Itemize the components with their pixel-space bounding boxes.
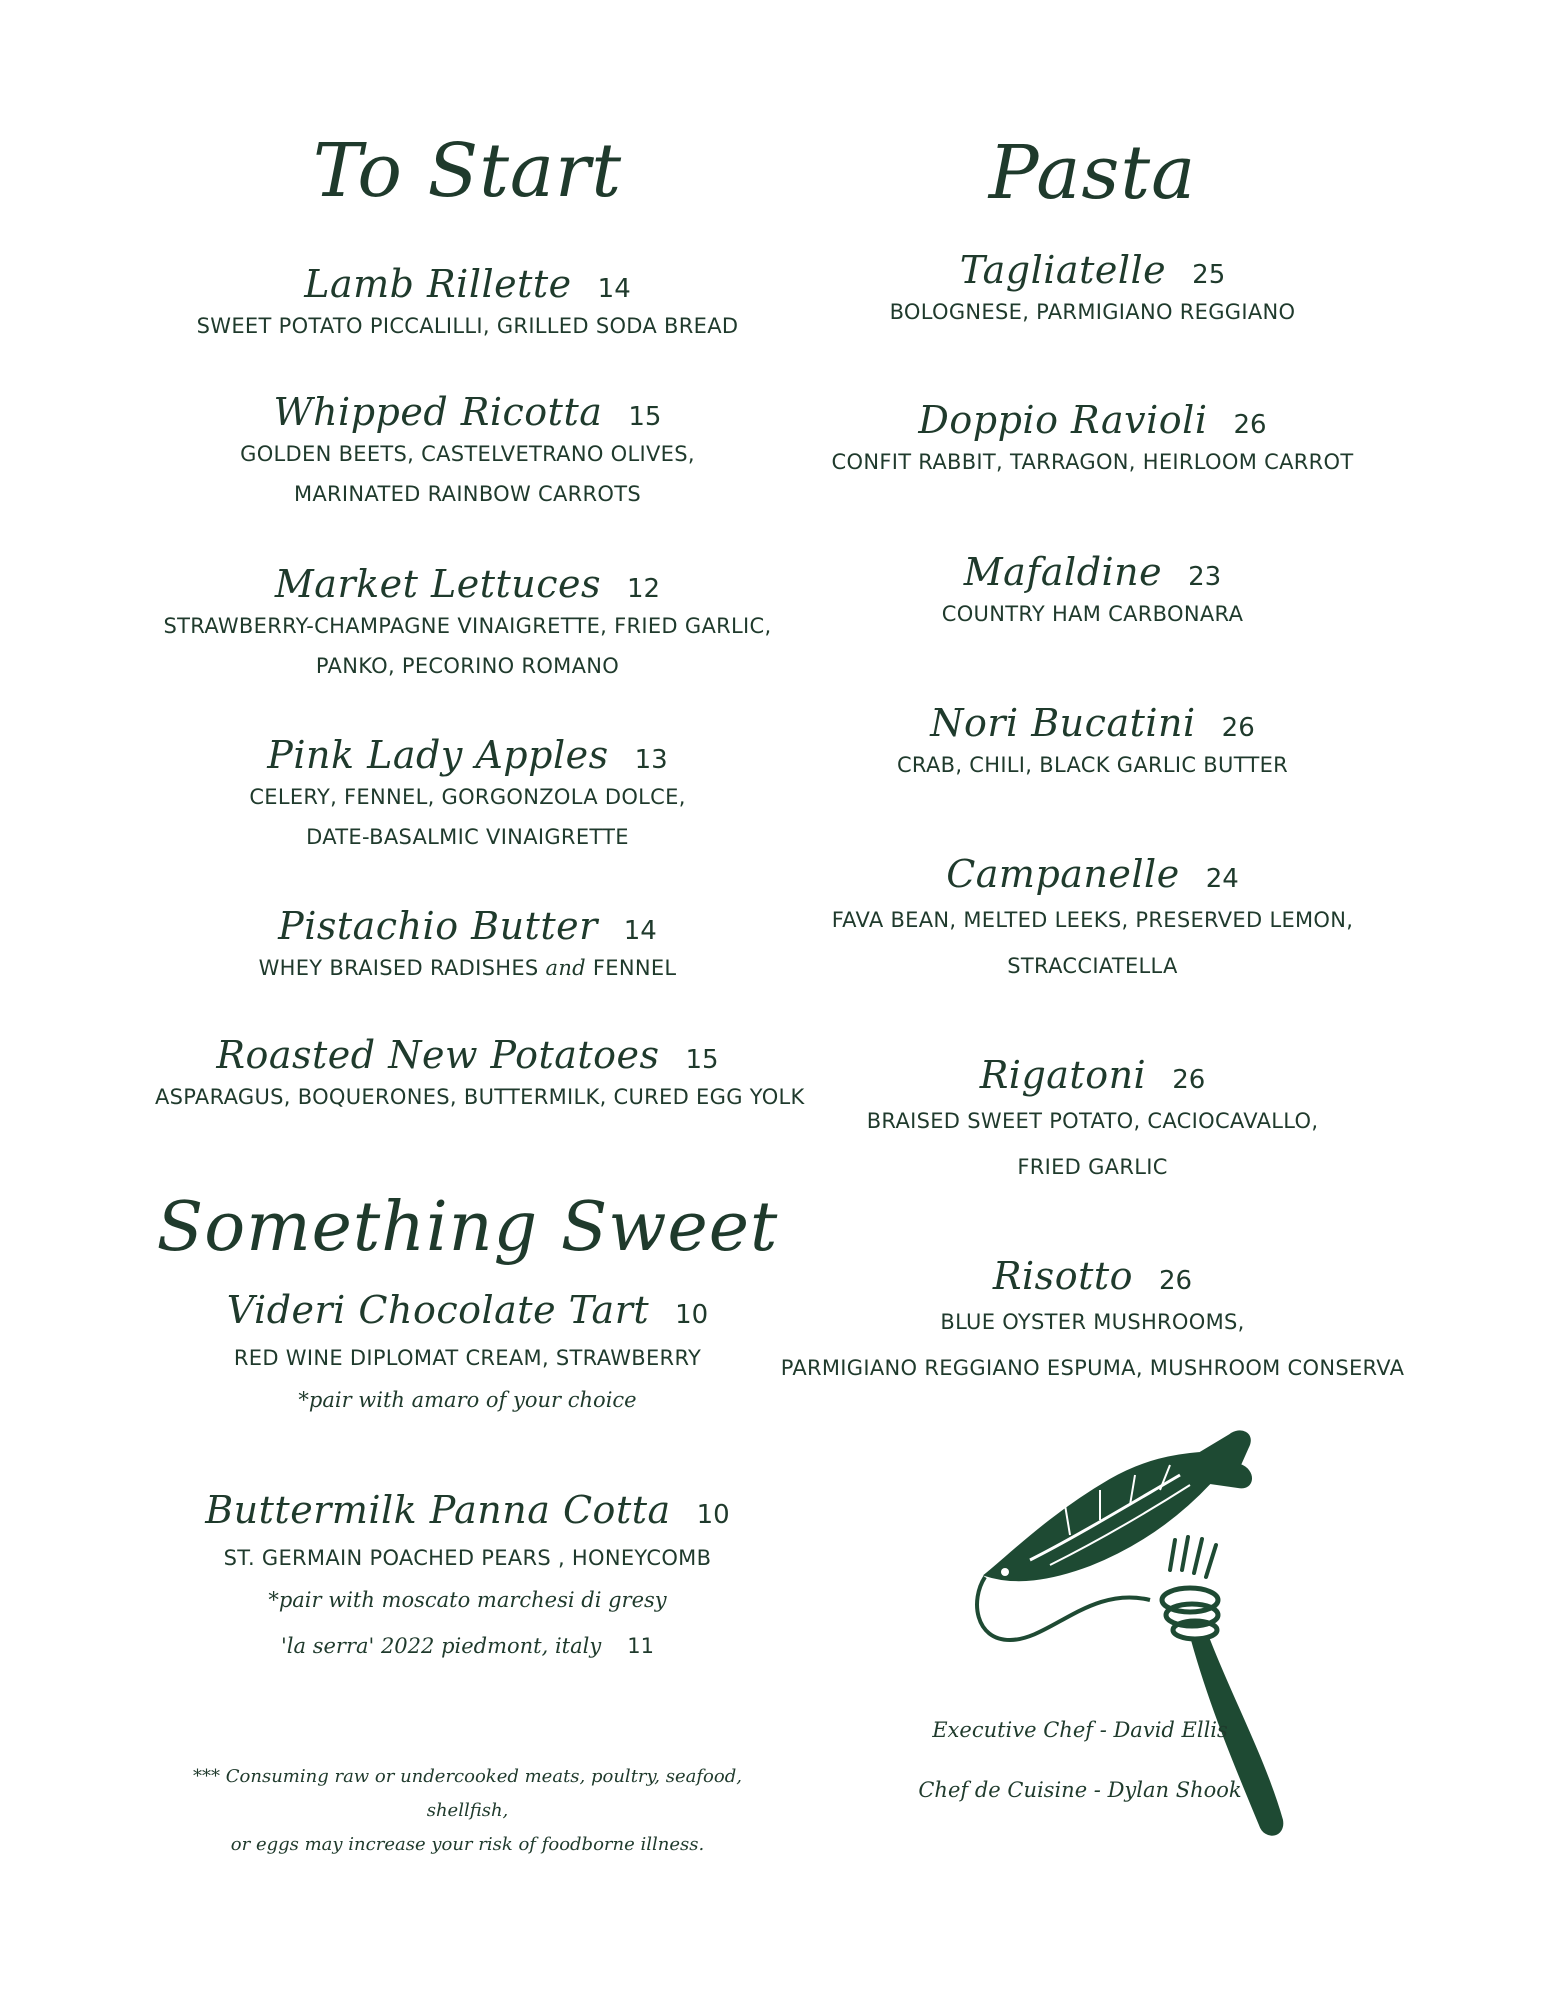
- item-price: 26: [1172, 1065, 1206, 1095]
- item-head: [780, 550, 1405, 594]
- executive-chef: Executive Chef - David Ellis: [932, 1718, 1228, 1742]
- item-price: 24: [1205, 864, 1239, 894]
- menu-item-rigatoni: [780, 1053, 1405, 1179]
- chef-de-cuisine: Chef de Cuisine - Dylan Shook: [918, 1778, 1242, 1802]
- item-head: [155, 904, 780, 948]
- item-description: RED WINE DIPLOMAT CREAM, STRAWBERRY: [233, 1346, 702, 1370]
- item-head: [155, 1033, 780, 1077]
- menu-item-whipped-ricotta: [155, 390, 780, 506]
- menu-item-videri-chocolate-tart: [155, 1288, 780, 1412]
- item-name: Pistachio Butter: [278, 904, 598, 948]
- item-head: [155, 562, 780, 606]
- item-name: Videri Chocolate Tart: [226, 1288, 650, 1332]
- item-description: STRAWBERRY-CHAMPAGNE VINAIGRETTE, FRIED GARLIC,: [163, 614, 772, 638]
- item-description: CELERY, FENNEL, GORGONZOLA DOLCE,: [249, 785, 686, 809]
- item-name: Lamb Rillette: [304, 262, 572, 306]
- item-price: 26: [1233, 410, 1267, 440]
- food-safety-disclaimer: [155, 1760, 780, 1862]
- item-head: [780, 1053, 1405, 1097]
- item-price: 10: [675, 1300, 709, 1330]
- section-title-pasta: Pasta: [988, 130, 1197, 216]
- item-description: BOLOGNESE, PARMIGIANO REGGIANO: [889, 300, 1296, 324]
- item-price: 25: [1192, 260, 1226, 290]
- item-head: [780, 1254, 1405, 1298]
- menu-item-risotto: [780, 1254, 1405, 1380]
- item-name: Doppio Ravioli: [918, 398, 1208, 442]
- item-description: MARINATED RAINBOW CARROTS: [293, 482, 642, 506]
- menu-item-mafaldine: [780, 550, 1405, 626]
- item-description: FRIED GARLIC: [1017, 1155, 1168, 1179]
- disclaimer-line: *** Consuming raw or undercooked meats, poultry, seafood, shellfish,: [193, 1766, 742, 1821]
- desc-part: WHEY BRAISED RADISHES: [258, 956, 539, 980]
- item-name: Mafaldine: [963, 550, 1163, 594]
- item-head: [780, 398, 1405, 442]
- item-price: 13: [634, 745, 668, 775]
- item-name: Rigatoni: [979, 1053, 1147, 1097]
- menu-item-doppio-ravioli: [780, 398, 1405, 474]
- item-description: GOLDEN BEETS, CASTELVETRANO OLIVES,: [240, 442, 695, 466]
- menu-item-tagliatelle: [780, 248, 1405, 324]
- item-name: Market Lettuces: [274, 562, 601, 606]
- item-head: [155, 1488, 780, 1532]
- item-description: CRAB, CHILI, BLACK GARLIC BUTTER: [896, 753, 1289, 777]
- desc-and: and: [545, 956, 586, 980]
- item-description: BRAISED SWEET POTATO, CACIOCAVALLO,: [866, 1109, 1319, 1133]
- section-title-to-start: To Start: [312, 128, 623, 214]
- item-description: DATE-BASALMIC VINAIGRETTE: [306, 825, 629, 849]
- item-name: Nori Bucatini: [930, 701, 1196, 745]
- menu-item-pink-lady-apples: [155, 733, 780, 849]
- item-price: 14: [623, 916, 657, 946]
- menu-item-market-lettuces: [155, 562, 780, 678]
- item-description: PARMIGIANO REGGIANO ESPUMA, MUSHROOM CONSERVA: [780, 1356, 1405, 1380]
- section-title-something-sweet: Something Sweet: [156, 1188, 779, 1267]
- item-name: Pink Lady Apples: [267, 733, 609, 777]
- item-description: CONFIT RABBIT, TARRAGON, HEIRLOOM CARROT: [831, 450, 1354, 474]
- wine-pairing: [155, 1634, 780, 1658]
- wine-pairing: *pair with amaro of your choice: [298, 1388, 637, 1412]
- item-price: 23: [1188, 562, 1222, 592]
- menu-item-roasted-new-potatoes: [155, 1033, 805, 1109]
- item-description: BLUE OYSTER MUSHROOMS,: [940, 1310, 1245, 1334]
- item-description: SWEET POTATO PICCALILLI, GRILLED SODA BREAD: [196, 314, 739, 338]
- item-price: 26: [1158, 1266, 1193, 1296]
- item-price: 15: [628, 402, 662, 432]
- item-price: 15: [685, 1045, 719, 1075]
- item-head: [155, 733, 780, 777]
- pairing-price: 11: [627, 1634, 654, 1658]
- desc-part: FENNEL: [592, 956, 677, 980]
- item-name: Tagliatelle: [959, 248, 1167, 292]
- item-price: 14: [597, 274, 631, 304]
- disclaimer-line: or eggs may increase your risk of foodborne illness.: [230, 1834, 705, 1855]
- item-name: Whipped Ricotta: [273, 390, 603, 434]
- item-name: Campanelle: [946, 852, 1180, 896]
- chef-credits: [880, 1700, 1280, 1820]
- item-name: Buttermilk Panna Cotta: [205, 1488, 671, 1532]
- menu-item-campanelle: [780, 852, 1405, 978]
- item-description: PANKO, PECORINO ROMANO: [315, 654, 620, 678]
- menu-item-lamb-rillette: [155, 262, 780, 338]
- pairing-text: 'la serra' 2022 piedmont, italy: [281, 1634, 602, 1658]
- item-name: Roasted New Potatoes: [216, 1033, 660, 1077]
- item-price: 12: [627, 574, 661, 604]
- wine-pairing: *pair with moscato marchesi di gresy: [268, 1588, 667, 1612]
- menu-item-pistachio-butter: [155, 904, 780, 980]
- item-description: ASPARAGUS, BOQUERONES, BUTTERMILK, CURED EGG YOLK: [155, 1085, 805, 1109]
- item-price: 10: [696, 1500, 730, 1530]
- menu-item-nori-bucatini: [780, 701, 1405, 777]
- item-head: [155, 1288, 780, 1332]
- item-description: COUNTRY HAM CARBONARA: [941, 602, 1244, 626]
- item-description: STRACCIATELLA: [1007, 954, 1178, 978]
- item-description: FAVA BEAN, MELTED LEEKS, PRESERVED LEMON,: [831, 908, 1354, 932]
- menu-item-buttermilk-panna-cotta: [155, 1488, 780, 1658]
- item-description: ST. GERMAIN POACHED PEARS , HONEYCOMB: [223, 1546, 712, 1570]
- item-head: [780, 701, 1405, 745]
- item-name: Risotto: [992, 1254, 1133, 1298]
- item-description: [155, 956, 780, 980]
- item-price: 26: [1221, 713, 1255, 743]
- item-head: [155, 390, 780, 434]
- item-head: [780, 248, 1405, 292]
- item-head: [780, 852, 1405, 896]
- item-head: [155, 262, 780, 306]
